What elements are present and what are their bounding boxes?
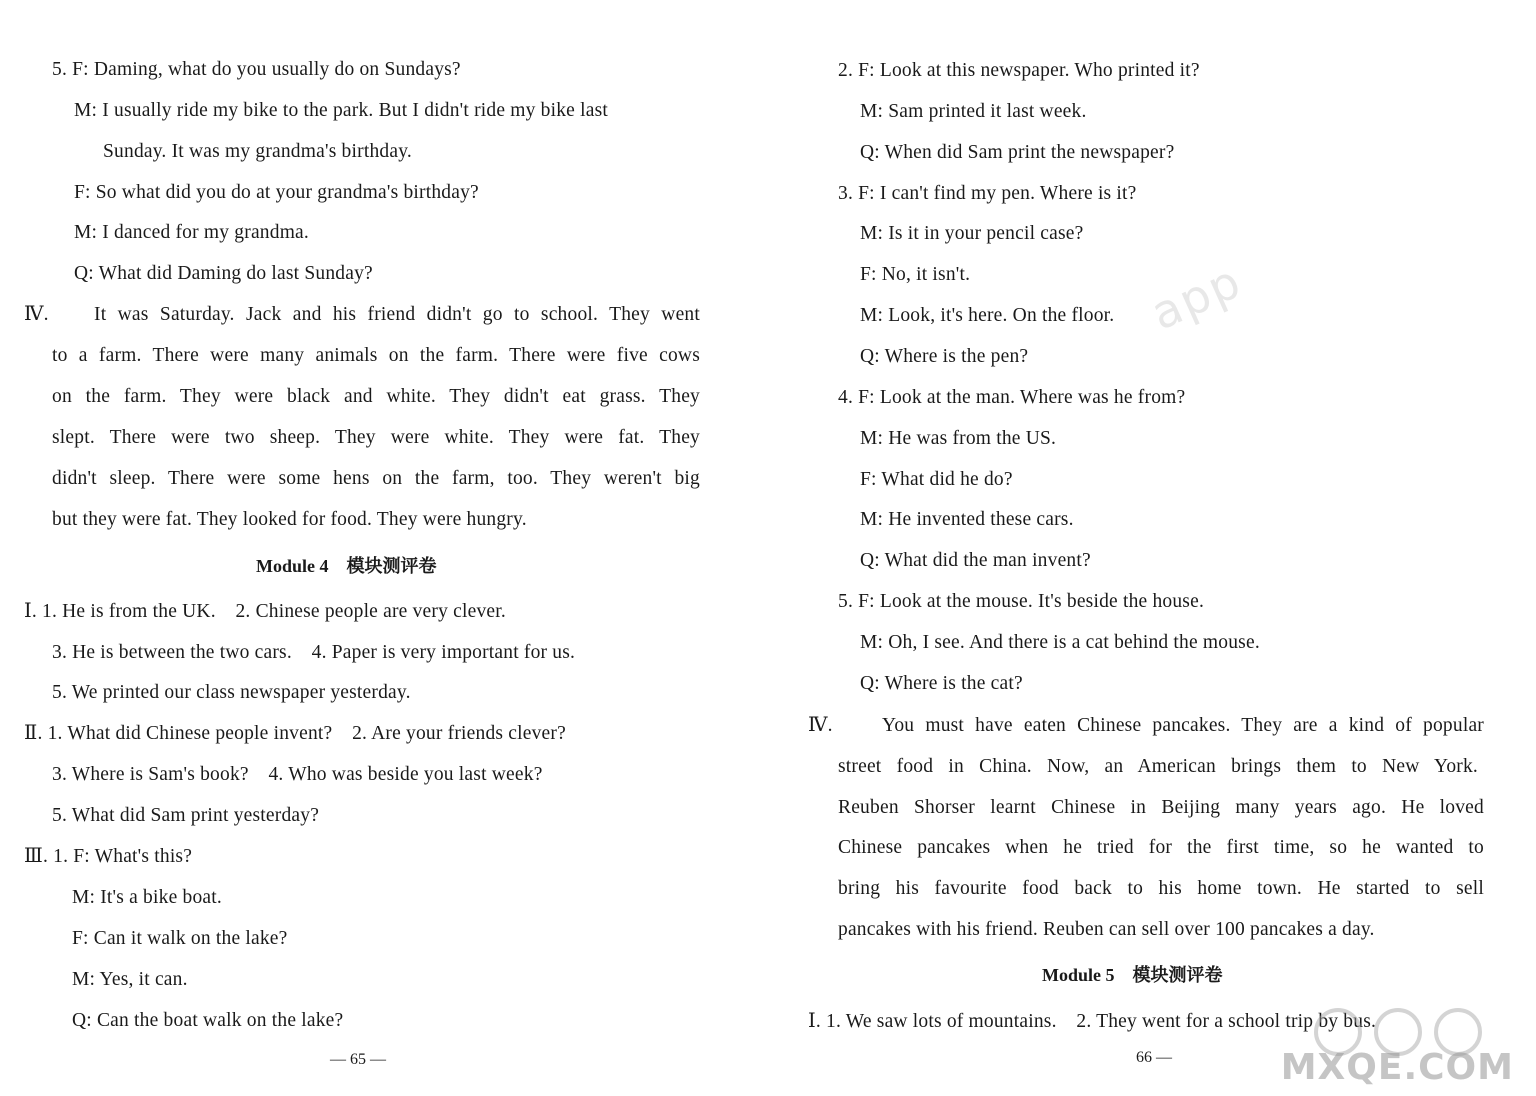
text-line: pancakes with his friend. Reuben can sell over 100 pancakes a day.: [838, 919, 1375, 940]
text-line: M: Yes, it can.: [72, 969, 188, 990]
text-line: 5. What did Sam print yesterday?: [52, 805, 320, 826]
text-line: F: So what did you do at your grandma's birthday?: [74, 182, 479, 203]
module-heading: Module 4 模块测评卷: [256, 556, 437, 576]
text-line: Ⅰ. 1. He is from the UK. 2. Chinese people are very clever.: [24, 601, 506, 622]
text-line: Q: What did Daming do last Sunday?: [74, 263, 373, 284]
text-line: bring his favourite food back to his home town. He started to sell: [838, 878, 1484, 899]
text-line: You must have eaten Chinese pancakes. They are a kind of popular: [882, 715, 1484, 736]
site-logo-text: MXQE.COM: [1280, 1047, 1514, 1088]
text-line: Reuben Shorser learnt Chinese in Beijing many years ago. He loved: [838, 797, 1484, 818]
text-line: 3. F: I can't find my pen. Where is it?: [838, 183, 1137, 204]
text-line: 5. F: Daming, what do you usually do on Sundays?: [52, 59, 461, 80]
text-line: Q: Where is the pen?: [860, 346, 1029, 367]
text-line: to a farm. There were many animals on the farm. There were five cows: [52, 345, 700, 366]
text-line: 3. He is between the two cars. 4. Paper is very important for us.: [52, 642, 576, 663]
text-line: Q: What did the man invent?: [860, 550, 1091, 571]
text-line: M: He was from the US.: [860, 428, 1057, 449]
text-line: 3. Where is Sam's book? 4. Who was beside you last week?: [52, 764, 543, 785]
module-heading: Module 5 模块测评卷: [1042, 965, 1223, 985]
text-line: didn't sleep. There were some hens on the farm, too. They weren't big: [52, 468, 700, 489]
text-line: M: I usually ride my bike to the park. But I didn't ride my bike last: [74, 100, 608, 121]
text-line: but they were fat. They looked for food. They were hungry.: [52, 509, 527, 530]
text-line: M: Look, it's here. On the floor.: [860, 305, 1115, 326]
text-line: Q: Can the boat walk on the lake?: [72, 1010, 344, 1031]
text-line: 2. F: Look at this newspaper. Who printed it?: [838, 60, 1200, 81]
section-marker: Ⅳ.: [808, 715, 833, 736]
text-line: M: It's a bike boat.: [72, 887, 222, 908]
text-line: Q: Where is the cat?: [860, 673, 1023, 694]
text-line: Ⅲ. 1. F: What's this?: [24, 846, 193, 867]
text-line: on the farm. They were black and white. They didn't eat grass. They: [52, 386, 700, 407]
text-line: M: Oh, I see. And there is a cat behind the mouse.: [860, 632, 1260, 653]
text-line: M: I danced for my grandma.: [74, 222, 309, 243]
watermark-text: app: [1143, 253, 1250, 341]
page-number: — 65 —: [330, 1051, 386, 1068]
text-line: F: Can it walk on the lake?: [72, 928, 288, 949]
text-line: It was Saturday. Jack and his friend didn't go to school. They went: [94, 304, 700, 325]
text-line: M: Sam printed it last week.: [860, 101, 1087, 122]
text-line: F: No, it isn't.: [860, 264, 971, 285]
text-line: M: He invented these cars.: [860, 509, 1074, 530]
text-line: 5. F: Look at the mouse. It's beside the house.: [838, 591, 1205, 612]
text-line: Chinese pancakes when he tried for the first time, so he wanted to: [838, 837, 1484, 858]
section-marker: Ⅳ.: [24, 304, 49, 325]
text-line: slept. There were two sheep. They were white. They were fat. They: [52, 427, 700, 448]
page-number: 66 —: [1136, 1049, 1172, 1066]
text-line: Ⅰ. 1. We saw lots of mountains. 2. They went for a school trip by bus.: [808, 1011, 1377, 1032]
text-line: 5. We printed our class newspaper yesterday.: [52, 682, 411, 703]
text-line: F: What did he do?: [860, 469, 1013, 490]
text-line: Sunday. It was my grandma's birthday.: [103, 141, 412, 162]
text-line: M: Is it in your pencil case?: [860, 223, 1084, 244]
text-line: Ⅱ. 1. What did Chinese people invent? 2. Are your friends clever?: [24, 723, 566, 744]
text-line: Q: When did Sam print the newspaper?: [860, 142, 1175, 163]
text-line: 4. F: Look at the man. Where was he from?: [838, 387, 1186, 408]
text-line: street food in China. Now, an American brings them to New York.: [838, 756, 1478, 777]
